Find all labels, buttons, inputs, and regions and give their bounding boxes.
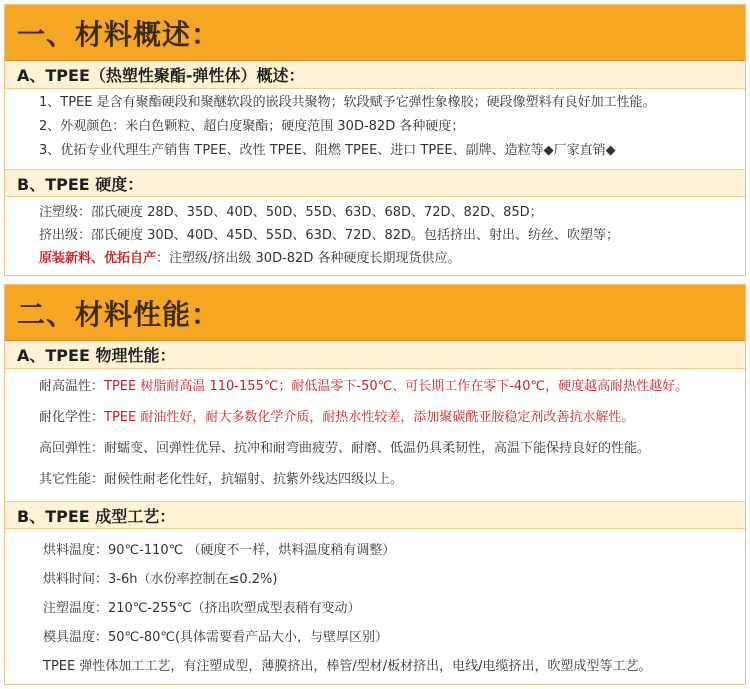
text-line: 1、TPEE 是含有聚酯硬段和聚醚软段的嵌段共聚物；软段赋予它弹性象橡胶；硬段像塑料有良好加工性能。 — [39, 95, 656, 110]
subsection-title: B、TPEE 成型工艺： — [17, 506, 176, 526]
subsection-body-b — [5, 529, 745, 684]
subsection-title: A、TPEE（热塑性聚酯-弹性体）概述： — [17, 66, 305, 85]
section-title: 二、材料性能： — [17, 297, 221, 331]
section-material-overview — [4, 4, 746, 276]
property-text: TPEE 树脂耐高温 110-155℃；耐低温零下-50℃、可长期工作在零下-40℃，硬度越高耐热性越好。 — [104, 379, 689, 394]
property-row — [39, 441, 650, 457]
section-title: 一、材料概述： — [17, 17, 221, 51]
subsection-title: A、TPEE 物理性能： — [17, 346, 176, 365]
text-rest: ：注塑级/挤出级 30D-82D 各种硬度长期现货供应。 — [156, 251, 461, 266]
text-line: 注塑温度：210℃-255℃（挤出吹塑成型表稍有变动） — [43, 601, 361, 616]
subsection-body-a — [5, 89, 745, 169]
text-line: TPEE 弹性体加工工艺，有注塑成型，薄膜挤出，棒管/型材/板材挤出，电线/电缆挤出，吹塑成型等工艺。 — [43, 659, 652, 674]
section-header — [5, 285, 745, 341]
property-text: TPEE 耐油性好，耐大多数化学介质，耐热水性较差，添加聚碳酰亚胺稳定剂改善抗水解性。 — [104, 410, 635, 425]
property-text: 耐蠕变、回弹性优异、抗冲和耐弯曲疲劳、耐磨、低温仍具柔韧性，高温下能保持良好的性能。 — [104, 441, 651, 456]
text-line: 烘料温度：90℃-110℃ （硬度不一样，烘料温度稍有调整） — [43, 543, 396, 558]
subsection-header-b — [5, 501, 745, 529]
highlight-text: 原装新料、优拓自产 — [39, 251, 157, 266]
section-material-performance — [4, 284, 746, 685]
text-line: 3、优拓专业代理生产销售 TPEE、改性 TPEE、阻燃 TPEE、进口 TPEE、副牌、造粒等◆厂家直销◆ — [39, 143, 616, 158]
subsection-body-b — [5, 197, 745, 275]
text-line: 2、外观颜色：米白色颗粒、超白度聚酯；硬度范围 30D-82D 各种硬度； — [39, 119, 465, 134]
subsection-title: B、TPEE 硬度： — [17, 174, 144, 194]
text-line — [39, 251, 460, 267]
property-row — [39, 410, 634, 426]
text-line: 注塑级：邵氏硬度 28D、35D、40D、50D、55D、63D、68D、72D、82D、85D； — [39, 205, 543, 220]
property-label: 耐高温性： — [39, 379, 105, 394]
property-label: 其它性能： — [39, 472, 105, 487]
property-label: 高回弹性： — [39, 441, 105, 456]
text-line: 模具温度：50℃-80℃(具体需要看产品大小，与壁厚区别） — [43, 630, 389, 645]
section-header — [5, 5, 745, 61]
subsection-header-a — [5, 61, 745, 89]
property-label: 耐化学性： — [39, 410, 105, 425]
subsection-body-a — [5, 369, 745, 501]
text-line: 烘料时间：3-6h（水份率控制在≤0.2%) — [43, 572, 278, 587]
subsection-header-b — [5, 169, 745, 197]
subsection-header-a — [5, 341, 745, 369]
property-row — [39, 472, 403, 488]
property-text: 耐候性耐老化性好，抗辐射、抗紫外线达四级以上。 — [104, 472, 404, 487]
property-row — [39, 379, 688, 395]
text-line: 挤出级：邵氏硬度 30D、40D、45D、55D、63D、72D、82D。包括挤出、射出、纺丝、吹塑等； — [39, 228, 619, 243]
